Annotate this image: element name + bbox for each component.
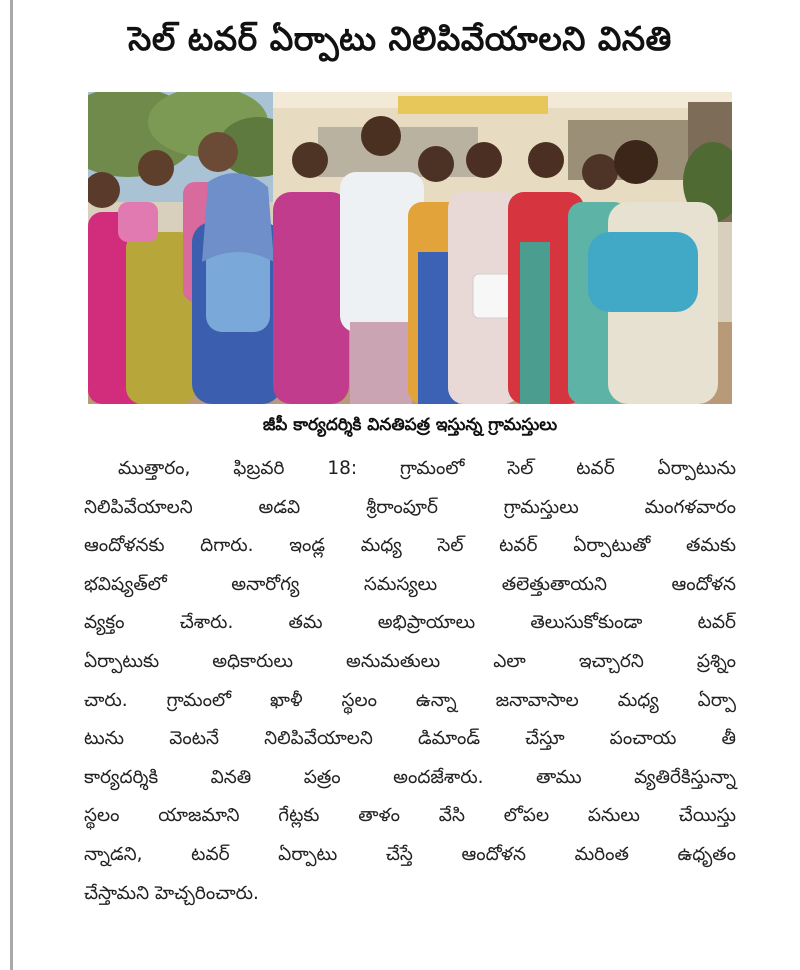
body-line: ఆందోళనకు దిగారు. ఇండ్ల మధ్య సెల్ టవర్ ఏర్పాటుతో తమకు [84,535,736,557]
article-headline: సెల్ టవర్ ఏర్పాటు నిలిపివేయాలని వినతి [128,19,672,58]
news-photo [88,92,732,404]
body-line: టును వెంటనే నిలిపివేయాలని డిమాండ్ చేస్తూ పంచాయ తీ [84,728,736,750]
photo-caption: జీపీ కార్యదర్శికి వినతిపత్ర ఇస్తున్న గ్రామస్తులు [262,415,558,435]
body-line: చారు. గ్రామంలో ఖాళీ స్థలం ఉన్నా జనావాసాల మధ్య ఏర్పా [84,689,736,711]
article-body [84,450,736,913]
body-line: స్థలం యాజమాని గేట్లకు తాళం వేసి లోపల పనులు చేయిస్తు [84,805,736,827]
body-line: భవిష్యత్‌లో అనారోగ్య సమస్యలు తలెత్తుతాయని ఆందోళన [84,573,736,595]
body-line: కార్యదర్శికి వినతి పత్రం అందజేశారు. తాము వ్యతిరేకిస్తున్నా [84,766,736,788]
body-line: నిలిపివేయాలని అడవి శ్రీరాంపూర్ గ్రామస్తులు మంగళవారం [84,496,736,518]
body-line: ముత్తారం, ఫిబ్రవరి 18: గ్రామంలో సెల్ టవర్ ఏర్పాటును [118,458,736,479]
body-line: వ్యక్తం చేశారు. తమ అభిప్రాయాలు తెలుసుకోకుండా టవర్ [84,612,736,634]
body-line: చేస్తామని హెచ్చరించారు. [84,882,259,904]
body-line: ఏర్పాటుకు అధికారులు అనుమతులు ఎలా ఇచ్చారని ప్రశ్నిం [84,650,736,672]
column-rule [10,0,13,970]
body-line: న్నాడని, టవర్ ఏర్పాటు చేస్తే ఆందోళన మరింత ఉధృతం [84,843,736,865]
villagers-photo-illustration [88,92,732,404]
